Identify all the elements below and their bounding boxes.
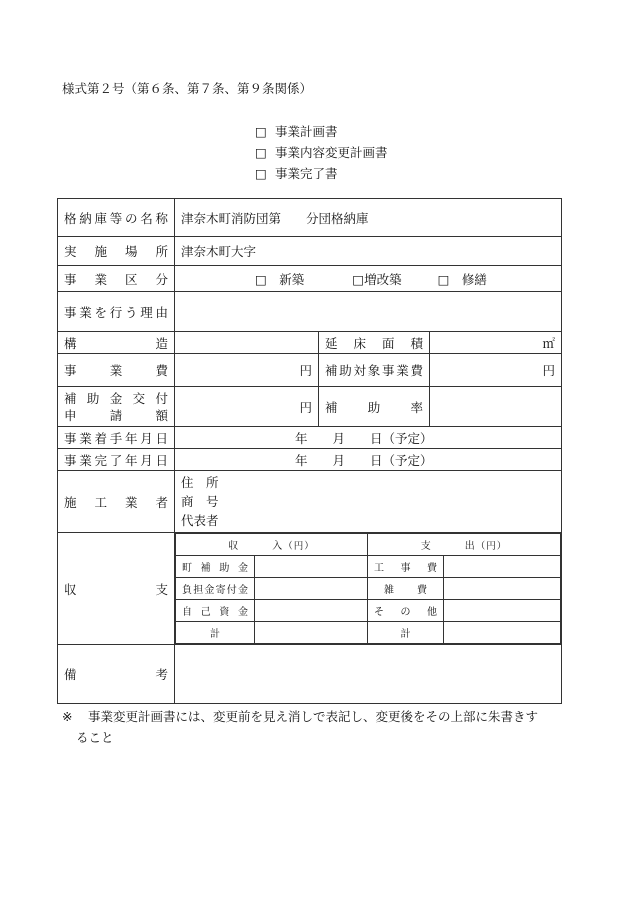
budget-label-right: 支: [155, 581, 168, 597]
expense-item-label: その他: [368, 600, 444, 622]
location-value[interactable]: 津奈木町大字: [175, 237, 562, 266]
form-number: 様式第２号（第６条、第７条、第９条関係）: [62, 81, 313, 96]
expense-item-value[interactable]: [444, 578, 561, 600]
budget-label: [58, 533, 175, 645]
option-business-plan[interactable]: [255, 121, 388, 142]
income-total-value[interactable]: [255, 622, 368, 644]
option-new-build[interactable]: □ 新築: [255, 271, 305, 287]
subsidy-label-line1: 補助金交付: [64, 390, 168, 406]
name-label: 格納庫等の名称: [58, 199, 175, 237]
option-extension[interactable]: □増改築: [352, 271, 402, 287]
row-cost: [58, 354, 562, 387]
expense-item-label: 工事費: [368, 556, 444, 578]
income-unit: （円）: [283, 541, 315, 552]
income-head: [176, 534, 368, 556]
start-date-value[interactable]: [175, 427, 562, 449]
end-date-label: 事業完了年月日: [58, 449, 175, 471]
eligible-cost-value[interactable]: [430, 354, 562, 387]
subsidy-label-line2: 申請額: [64, 407, 168, 423]
income-item-value[interactable]: [255, 578, 368, 600]
subsidy-unit: 円: [299, 399, 312, 415]
cost-label: 事業費: [58, 354, 175, 387]
subsidy-rate-value[interactable]: [430, 387, 562, 427]
category-label: 事業区分: [58, 266, 175, 292]
income-item-label: 負担金寄付金: [176, 578, 255, 600]
contractor-company: 商 号: [181, 494, 219, 509]
budget-row: [176, 600, 561, 622]
eligible-cost-label: 補助対象事業費: [319, 354, 430, 387]
contractor-label: 施工業者: [58, 471, 175, 533]
row-remarks: [58, 645, 562, 704]
row-name: [58, 199, 562, 237]
checkbox[interactable]: □: [255, 166, 267, 181]
income-item-label: 町補助金: [176, 556, 255, 578]
document-type-options: [255, 121, 388, 184]
budget-row: [176, 556, 561, 578]
row-end-date: [58, 449, 562, 471]
row-start-date: [58, 427, 562, 449]
footnote: [62, 706, 567, 748]
reason-label: 事業を行う理由: [58, 292, 175, 332]
expense-head: [368, 534, 561, 556]
expense-total-value[interactable]: [444, 622, 561, 644]
floor-area-value[interactable]: [430, 332, 562, 354]
budget-table-cell: [175, 533, 562, 645]
budget-table: [175, 533, 561, 644]
end-date-text: 年 月 日（予定）: [295, 452, 433, 468]
option-completion[interactable]: [255, 163, 388, 184]
cost-unit: 円: [299, 363, 312, 378]
subsidy-label: [58, 387, 175, 427]
income-item-value[interactable]: [255, 600, 368, 622]
budget-head-row: [176, 534, 561, 556]
row-category: [58, 266, 562, 292]
contractor-address: 住 所: [181, 475, 219, 490]
reason-value[interactable]: [175, 292, 562, 332]
remarks-value[interactable]: [175, 645, 562, 704]
income-item-label: 自己資金: [176, 600, 255, 622]
expense-head-text: 支 出: [420, 541, 476, 552]
note-line1: 事業変更計画書には、変更前を見え消しで表記し、変更後をその上部に朱書きす: [88, 709, 539, 724]
name-value[interactable]: 津奈木町消防団第 分団格納庫: [175, 199, 562, 237]
subsidy-rate-label: 補助率: [319, 387, 430, 427]
floor-area-unit: ㎡: [542, 335, 556, 351]
end-date-value[interactable]: [175, 449, 562, 471]
row-budget: [58, 533, 562, 645]
checkbox[interactable]: □: [255, 124, 267, 139]
eligible-cost-unit: 円: [542, 363, 556, 378]
structure-value[interactable]: [175, 332, 319, 354]
start-date-label: 事業着手年月日: [58, 427, 175, 449]
expense-unit: （円）: [475, 541, 508, 552]
checkbox[interactable]: □: [255, 145, 267, 160]
remarks-label: 備考: [58, 645, 175, 704]
row-contractor: [58, 471, 562, 533]
cost-value[interactable]: [175, 354, 319, 387]
row-location: [58, 237, 562, 266]
contractor-representative: 代表者: [181, 513, 219, 528]
expense-item-label: 雑費: [368, 578, 444, 600]
form-table: [57, 198, 562, 704]
income-item-value[interactable]: [255, 556, 368, 578]
start-date-text: 年 月 日（予定）: [295, 430, 433, 446]
option-label: 事業完了書: [275, 166, 338, 181]
option-repair[interactable]: □ 修繕: [437, 271, 487, 287]
option-label: 事業計画書: [275, 124, 338, 139]
subsidy-value[interactable]: [175, 387, 319, 427]
budget-label-left: 収: [64, 581, 77, 597]
category-options: [175, 266, 562, 292]
option-label: 事業内容変更計画書: [275, 145, 388, 160]
note-line2: ること: [76, 730, 114, 745]
row-structure: [58, 332, 562, 354]
expense-total-label: 計: [368, 622, 444, 644]
budget-total-row: [176, 622, 561, 644]
contractor-value[interactable]: [175, 471, 562, 533]
row-reason: [58, 292, 562, 332]
option-change-plan[interactable]: [255, 142, 388, 163]
structure-label: 構造: [58, 332, 175, 354]
income-head-text: 収 入: [228, 541, 284, 552]
income-total-label: 計: [176, 622, 255, 644]
note-mark: ※: [62, 709, 73, 724]
expense-item-value[interactable]: [444, 600, 561, 622]
expense-item-value[interactable]: [444, 556, 561, 578]
budget-row: [176, 578, 561, 600]
location-label: 実施場所: [58, 237, 175, 266]
floor-area-label: 延床面積: [319, 332, 430, 354]
row-subsidy: [58, 387, 562, 427]
